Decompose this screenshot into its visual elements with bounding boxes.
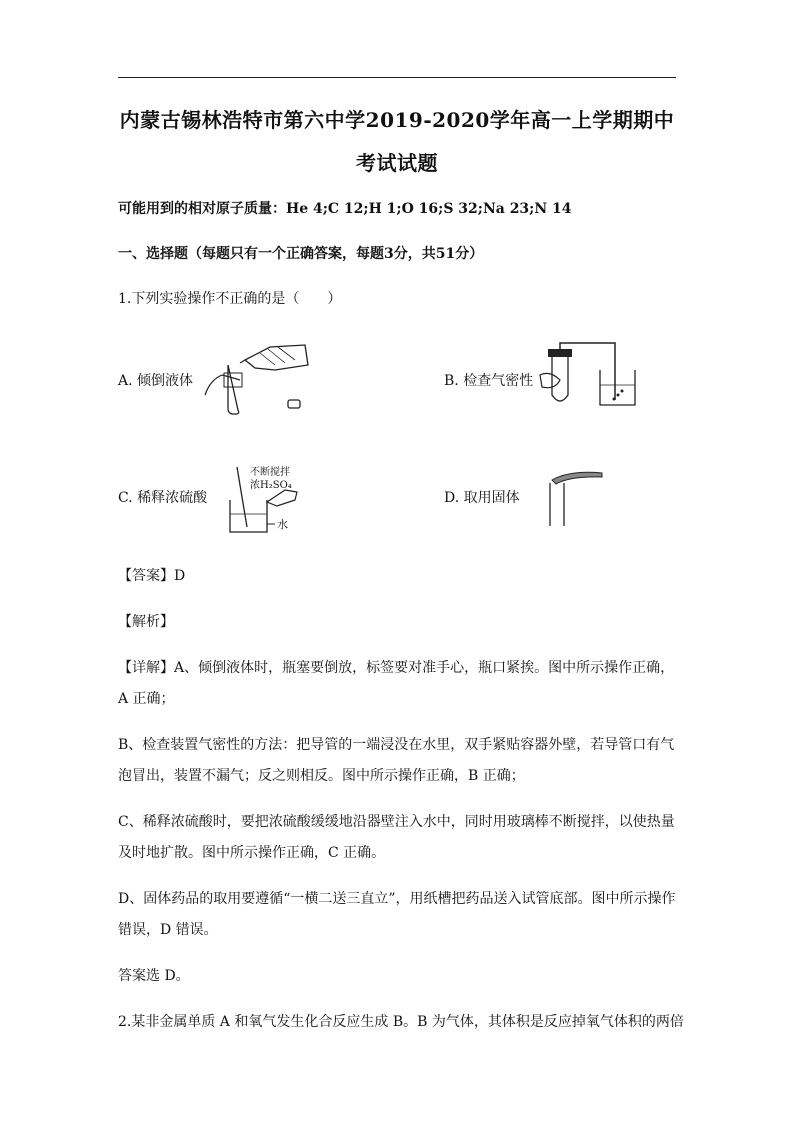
figure-take-solid (540, 468, 610, 528)
figure-pour-liquid (200, 335, 320, 415)
label-acid: 浓H₂SO₄ (250, 480, 292, 491)
document-title: 内蒙古锡林浩特市第六中学2019-2020学年高一上学期期中 (119, 108, 675, 132)
analysis-line: 【详解】A、倾倒液体时，瓶塞要倒放，标签要对准手心，瓶口紧挨。图中所示操作正确， (118, 660, 675, 676)
document-title-line2: 考试试题 (356, 151, 438, 175)
option-a-label: A. 倾倒液体 (118, 373, 194, 389)
analysis-line: B、检查装置气密性的方法：把导管的一端浸没在水里，双手紧贴容器外壁，若导管口有气 (118, 737, 675, 753)
analysis-line: C、稀释浓硫酸时，要把浓硫酸缓缓地沿器壁注入水中，同时用玻璃棒不断搅拌，以使热量 (118, 814, 675, 830)
analysis-line: 错误，D 错误。 (118, 922, 218, 938)
option-c-label: C. 稀释浓硫酸 (118, 490, 208, 506)
analysis-heading: 【解析】 (118, 614, 174, 630)
analysis-line: 及时地扩散。图中所示操作正确，C 正确。 (118, 845, 386, 861)
label-water: 水 (277, 518, 288, 531)
option-d-label: D. 取用固体 (444, 490, 520, 506)
question-1-stem: 1.下列实验操作不正确的是（ ） (118, 291, 342, 307)
question-2-stem: 2.某非金属单质 A 和氧气发生化合反应生成 B。B 为气体，其体积是反应掉氧气体积的两倍 (118, 1014, 684, 1030)
analysis-line: A 正确； (118, 691, 175, 707)
answer: 【答案】D (118, 568, 186, 584)
section-heading: 一、选择题（每题只有一个正确答案，每题3分，共51分） (118, 246, 484, 262)
conclusion: 答案选 D。 (118, 968, 190, 984)
label-stir: 不断搅拌 (250, 467, 290, 478)
atomic-masses: 可能用到的相对原子质量：He 4;C 12;H 1;O 16;S 32;Na 23;N 14 (118, 201, 572, 217)
header-rule (118, 77, 676, 78)
figure-airtightness-check (530, 335, 650, 415)
analysis-line: 泡冒出，装置不漏气；反之则相反。图中所示操作正确，B 正确； (118, 768, 525, 784)
option-b-label: B. 检查气密性 (444, 373, 534, 389)
analysis-line: D、固体药品的取用要遵循“一横二送三直立”，用纸槽把药品送入试管底部。图中所示操作 (118, 891, 676, 907)
